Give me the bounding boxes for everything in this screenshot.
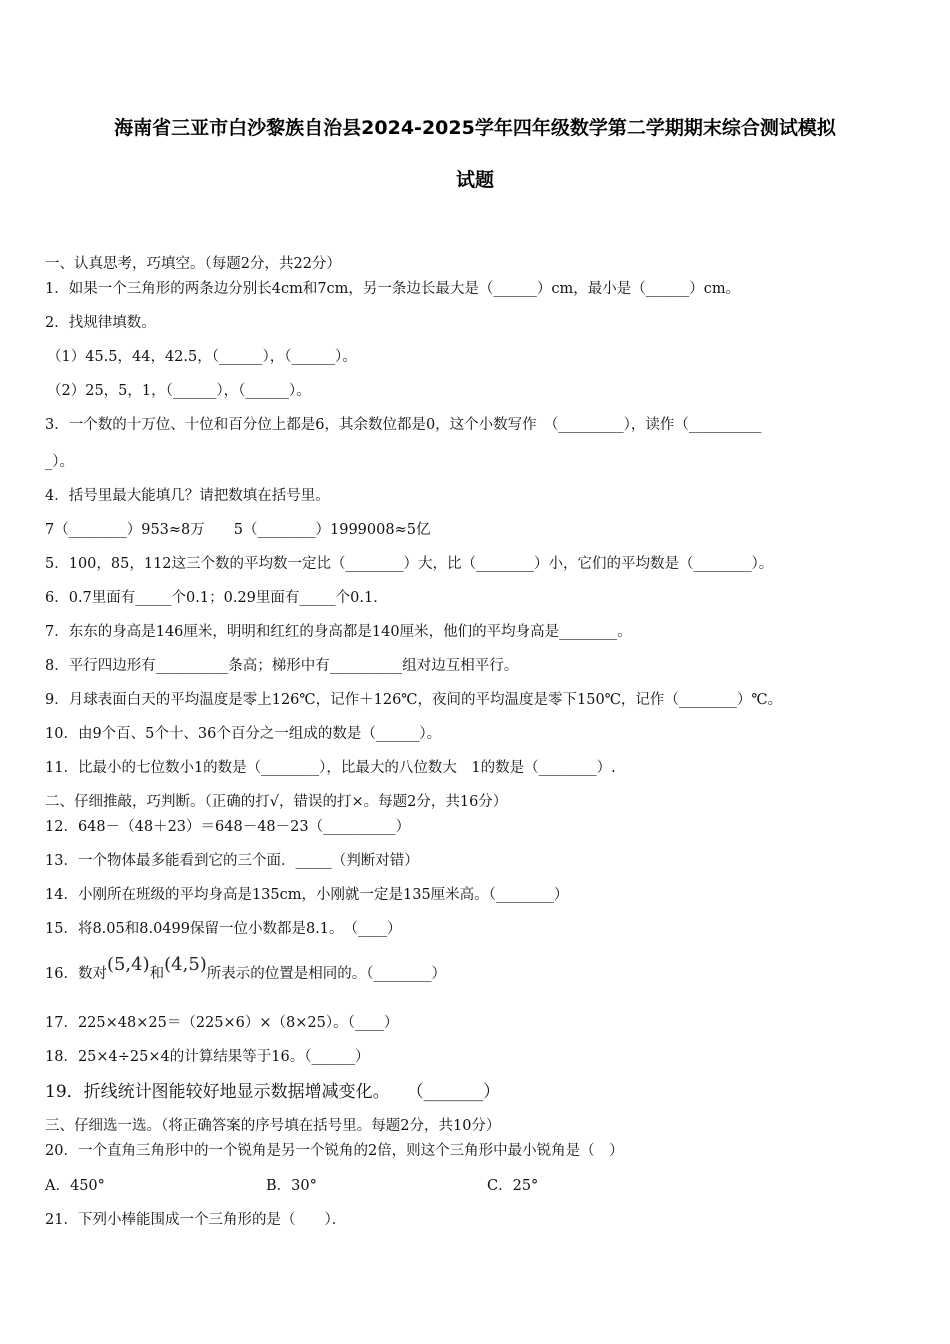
- question-11: 11．比最小的七位数小1的数是（________），比最大的八位数大 1的数是（________）.: [45, 760, 616, 776]
- question-17: 17．225×48×25＝（225×6）×（8×25）。（____）: [45, 1015, 399, 1031]
- question-18: 18．25×4÷25×4的计算结果等于16。（______）: [45, 1049, 370, 1065]
- question-15: 15．将8.05和8.0499保留一位小数都是8.1。 （____）: [45, 921, 402, 937]
- question-12: 12．648－（48＋23）＝648－48－23（__________）: [45, 819, 411, 835]
- question-20-option-c: C．25°: [487, 1178, 539, 1194]
- question-7: 7．东东的身高是146厘米，明明和红红的身高都是140厘米，他们的平均身高是________。: [45, 624, 632, 640]
- question-8: 8．平行四边形有__________条高；梯形中有__________组对边互相平行。: [45, 658, 519, 674]
- question-16-prefix: 16．数对: [45, 966, 107, 982]
- question-4: 4．括号里最大能填几？请把数填在括号里。: [45, 488, 330, 504]
- question-10: 10．由9个百、5个十、36个百分之一组成的数是（______）。: [45, 726, 442, 742]
- section-3-heading: 三、仔细选一选。（将正确答案的序号填在括号里。每题2分，共10分）: [45, 1118, 501, 1134]
- question-2-part-2: （2）25，5，1，（______），（______）。: [47, 383, 311, 399]
- question-16: [45, 954, 447, 983]
- section-1-heading: 一、认真思考，巧填空。（每题2分，共22分）: [45, 256, 341, 272]
- question-2: 2．找规律填数。: [45, 315, 156, 331]
- exam-title-line1: 海南省三亚市白沙黎族自治县2024-2025学年四年级数学第二学期期末综合测试模拟: [114, 117, 836, 139]
- question-13: 13．一个物体最多能看到它的三个面．_____（判断对错）: [45, 853, 419, 869]
- question-2-part-1: （1）45.5，44，42.5，（______），（______）。: [47, 349, 357, 365]
- coordinate-pair-1: (5,4): [106, 954, 150, 975]
- question-3: 3．一个数的十万位、十位和百分位上都是6，其余数位都是0，这个小数写作 （_________），读作（__________: [45, 417, 762, 433]
- question-20-option-b: B．30°: [266, 1178, 317, 1194]
- question-5: 5．100，85，112这三个数的平均数一定比（________）大，比（________）小，它们的平均数是（________）。: [45, 556, 774, 572]
- question-6: 6．0.7里面有_____个0.1；0.29里面有_____个0.1．: [45, 590, 388, 606]
- question-4-items: 7（________）953≈8万 5（________）1999008≈5亿: [45, 522, 431, 538]
- question-20: 20．一个直角三角形中的一个锐角是另一个锐角的2倍，则这个三角形中最小锐角是（ ）: [45, 1143, 624, 1159]
- section-2-heading: 二、仔细推敲，巧判断。（正确的打√，错误的打×。每题2分，共16分）: [45, 794, 508, 810]
- exam-title-line2: 试题: [455, 169, 494, 191]
- question-20-option-a: A．450°: [45, 1178, 105, 1194]
- question-3-continued: _）。: [45, 454, 74, 470]
- question-19: 19．折线统计图能较好地显示数据增减变化。 （_______）: [45, 1082, 501, 1102]
- question-14: 14．小刚所在班级的平均身高是135cm，小刚就一定是135厘米高。（________）: [45, 887, 569, 903]
- question-16-suffix: 所表示的位置是相同的。（________）: [206, 966, 447, 982]
- question-1: 1．如果一个三角形的两条边分别长4cm和7cm，另一条边长最大是（______）cm，最小是（______）cm。: [45, 281, 741, 297]
- question-16-and: 和: [149, 966, 165, 982]
- coordinate-pair-2: (4,5): [164, 954, 207, 975]
- question-21: 21．下列小棒能围成一个三角形的是（ ）．: [45, 1212, 347, 1228]
- question-9: 9．月球表面白天的平均温度是零上126℃，记作＋126℃，夜间的平均温度是零下150℃，记作（________）℃。: [45, 692, 783, 708]
